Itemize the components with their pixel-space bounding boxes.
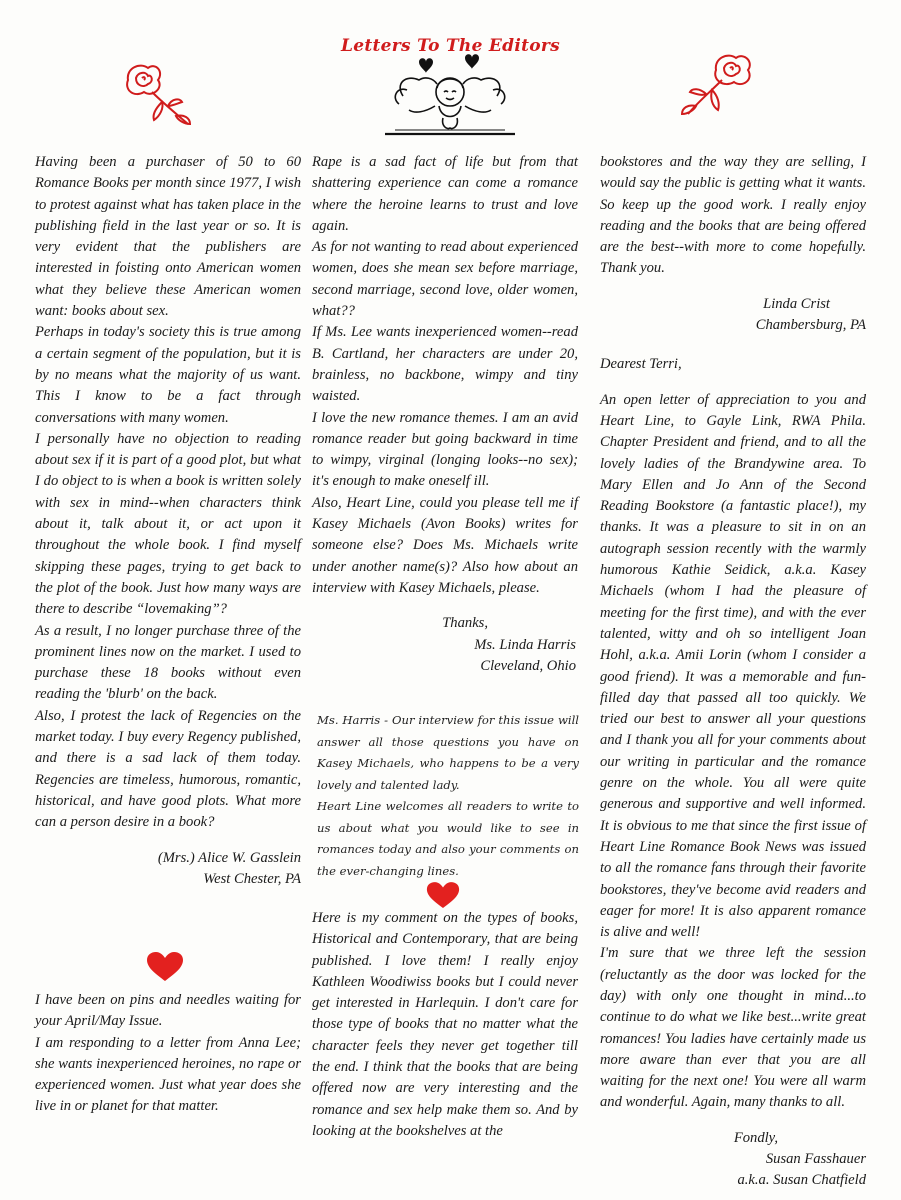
note-paragraph: Heart Line welcomes all readers to write to us about what you would like to see in romances today and also your comments on the ever-changing lines. bbox=[317, 799, 579, 878]
letter-paragraph: As for not wanting to read about experienced women, does she mean sex before marriage, second marriage, second love, older women, what?? bbox=[312, 239, 578, 320]
signature-place: Chambersburg, PA bbox=[755, 317, 866, 334]
letter-paragraph: Having been a purchaser of 50 to 60 Romance Books per month since 1977, I wish to protest against what has taken place in the publishing field in the last year or so. It is very evident that the publishers are interested in foisting onto American women what they believe these American women want: books about sex. bbox=[35, 154, 301, 320]
editor-note bbox=[317, 710, 579, 882]
letter-paragraph: Also, Heart Line, could you please tell me if Kasey Michaels (Avon Books) writes for someone else? Does Ms. Michaels write under another name(s)? Also how about an interview with Kasey Michaels, please. bbox=[312, 494, 578, 596]
letter-paragraph: I'm sure that we three left the session (reluctantly as the door was locked for the day) with only one thought in mind...to continue to do what we like best...write great romances! You ladies have certainly made us more aware than ever that you are all waiting for the next one! You were all warm and wonderful. Again, many thanks to all. bbox=[600, 945, 866, 1111]
letter-gasslein bbox=[35, 152, 301, 890]
letter-paragraph: Rape is a sad fact of life but from that shattering experience can come a romance where the heroine learns to trust and love again. bbox=[312, 154, 578, 234]
letter-crist-start bbox=[312, 908, 578, 1142]
letter-paragraph: An open letter of appreciation to you and Heart Line, to Gayle Link, RWA Phila. Chapter President and friend, and to all the lovely ladies of the Brandywine area. To Mary Ellen and Jo Ann of the Second Reading Bookstore (a fantastic place!), my thanks. It was a pleasure to sit in on an autograph session recently with the warmly humorous Kathie Seidick, a.k.a. Kasey Michaels (whom I had the pleasure of meeting for the first time), and with the ever talented, witty and oh so intelligent Joan Hohl, a.k.a. Amii Lorin (whom I consider a good friend). It was a memorable and fun-filled day that passed all too quickly. We tried our best to answer all your questions and I thank you all for your comments about our writing in particular and the romance genre on the whole. You all were quite generous and supportive and well informed. It is obvious to me that since the first issue of Heart Line Romance Book News was issued to all the romance fans through their favorite bookstores, they've become avid readers and eager for more! It is also apparent romance is alive and well! bbox=[600, 391, 866, 941]
letter-paragraph: I love the new romance themes. I am an avid romance reader but going backward in time to wimpy, virginal (longing looks--no sex); it's enough to make oneself ill. bbox=[312, 409, 578, 490]
signature-name: Susan Fasshauer bbox=[765, 1151, 866, 1168]
rose-right-icon bbox=[676, 50, 758, 122]
letter-paragraph: bookstores and the way they are selling, I would say the public is getting what it wants. So keep up the good work. I really enjoy reading and the books that are being offered are the best--with more to come hopefully. Thank you. bbox=[600, 154, 866, 277]
rose-left-icon bbox=[118, 58, 200, 134]
signature-name: (Mrs.) Alice W. Gasslein bbox=[157, 849, 301, 866]
page-title: Letters To The Editors bbox=[340, 36, 561, 56]
letter-paragraph: Also, I protest the lack of Regencies on the market today. I buy every Regency published, and there is a sad lack of them today. Regencies are timeless, humorous, romantic, historical, and have good plots. What more can a person desire in a book? bbox=[35, 707, 301, 831]
letter-paragraph: I personally have no objection to reading about sex if it is part of a good plot, but what I do object to is when a book is written solely with sex in mind--when characters think about it, talk about it, or act upon it throughout the whole book. I find myself skipping these pages, trying to get back to the plot of the book. Just how many ways are there to describe “lovemaking”? bbox=[35, 430, 301, 618]
letter-paragraph: I am responding to a letter from Anna Lee; she wants inexperienced heroines, no rape or experienced women. Just what year does she live in or planet for that matter. bbox=[35, 1034, 301, 1115]
letter-harris-continued bbox=[312, 152, 578, 677]
signature-name: Ms. Linda Harris bbox=[474, 636, 576, 653]
heart-icon bbox=[426, 882, 460, 909]
letter-crist-and-fasshauer bbox=[600, 152, 866, 1192]
signature-name: Linda Crist bbox=[763, 295, 830, 312]
signature-aka: a.k.a. Susan Chatfield bbox=[737, 1172, 866, 1189]
closing: Thanks, bbox=[442, 615, 488, 632]
letter-paragraph: Here is my comment on the types of books, Historical and Contemporary, that are being published. I love them! I really enjoy Kathleen Woodiwiss books but I could never get interested in Harlequin. I don't care for those type of books that no matter what the character feels they never get together till the end. I think that the books that are being offered now are very interesting and the romance and sex help make them so. And by looking at the bookshelves at the bbox=[312, 910, 578, 1139]
closing: Fondly, bbox=[733, 1129, 778, 1146]
heart-icon bbox=[146, 952, 184, 982]
signature-place: West Chester, PA bbox=[203, 870, 301, 887]
cherub-heart-icon bbox=[385, 48, 515, 138]
letter-paragraph: Perhaps in today's society this is true among a certain segment of the population, but it is by no means what the majority of us want. This I know to be a fact through conversations with many women. bbox=[35, 324, 301, 426]
letter-paragraph: I have been on pins and needles waiting for your April/May Issue. bbox=[35, 992, 301, 1030]
salutation: Dearest Terri, bbox=[600, 356, 682, 373]
letter-paragraph: As a result, I no longer purchase three of the prominent lines now on the market. I used to purchase these 18 books without even reading the 'blurb' on the back. bbox=[35, 622, 301, 703]
note-paragraph: Ms. Harris - Our interview for this issue will answer all those questions you have on Kasey Michaels, who happens to be a very lovely and talented lady. bbox=[317, 713, 579, 792]
letter-harris-start bbox=[35, 990, 301, 1118]
signature-place: Cleveland, Ohio bbox=[480, 657, 576, 674]
letter-paragraph: If Ms. Lee wants inexperienced women--read B. Cartland, her characters are under 20, brainless, no backbone, wimpy and tiny waisted. bbox=[312, 324, 578, 405]
